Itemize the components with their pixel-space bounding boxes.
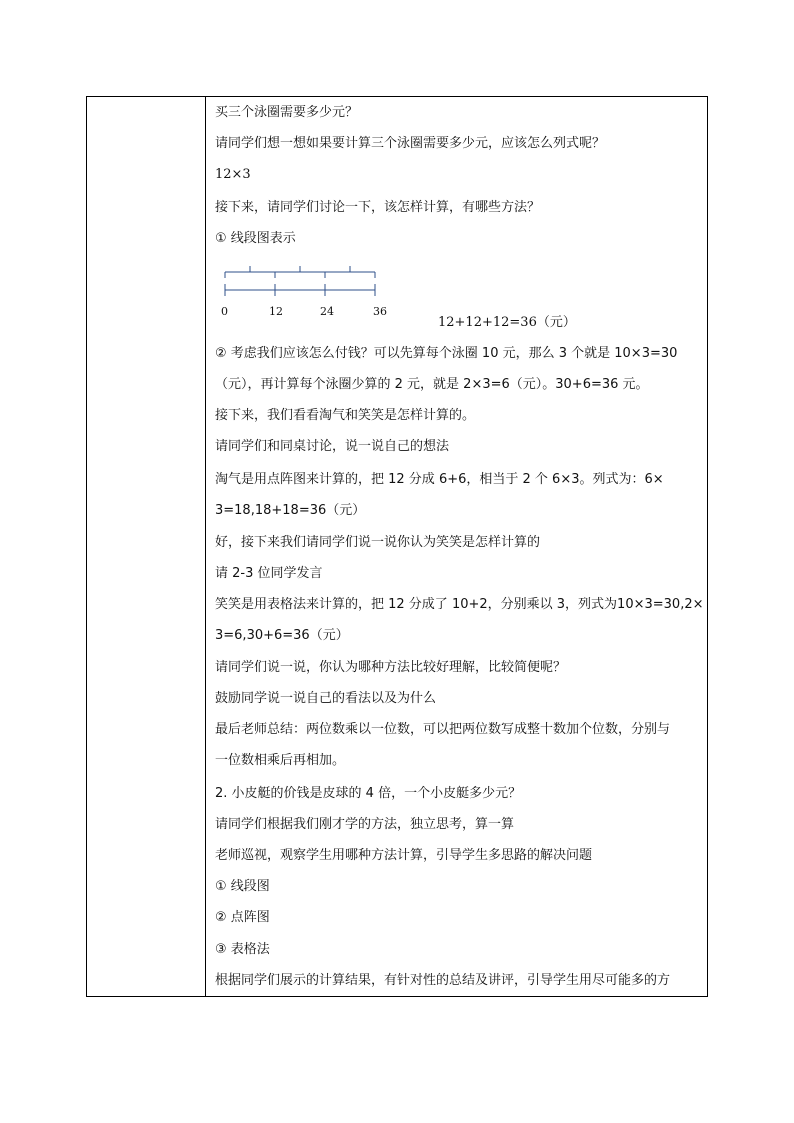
column-divider: [205, 97, 206, 996]
discussion-line: 接下来，请同学们讨论一下，该怎样计算，有哪些方法？: [215, 200, 541, 215]
tick-label-12: 12: [269, 305, 283, 318]
independent-work-line: 请同学们根据我们刚才学的方法，独立思考，算一算: [215, 817, 515, 832]
student-speak-line: 请 2-3 位同学发言: [215, 566, 323, 581]
xiaoxiao-prompt-line: 好，接下来我们请同学们说一说你认为笑笑是怎样计算的: [215, 535, 541, 550]
problem-2-line: 2. 小皮艇的价钱是皮球的 4 倍，一个小皮艇多少元？: [215, 786, 522, 801]
tick-label-0: 0: [221, 305, 228, 318]
summary-continued: 一位数相乘后再相加。: [215, 753, 346, 768]
tick-label-24: 24: [320, 305, 334, 318]
xiaoxiao-method-continued: 3=6,30+6=36（元）: [215, 628, 349, 643]
taoqi-method-continued: 3=18,18+18=36（元）: [215, 503, 366, 518]
question-line: 买三个泳圈需要多少元？: [215, 105, 359, 120]
option-line-diagram: ① 线段图: [215, 879, 270, 894]
method-2-line: ② 考虑我们应该怎么付钱？可以先算每个泳圈 10 元，那么 3 个就是 10×3=30: [215, 346, 678, 361]
transition-line: 接下来，我们看看淘气和笑笑是怎样计算的。: [215, 408, 476, 423]
option-dot-array: ② 点阵图: [215, 910, 270, 925]
summary-line: 最后老师总结：两位数乘以一位数，可以把两位数写成整十数加个位数，分别与: [215, 722, 671, 737]
method-2-continued: （元），再计算每个泳圈少算的 2 元，就是 2×3=6（元）。30+6=36 元。: [215, 377, 649, 392]
pair-discussion-line: 请同学们和同桌讨论，说一说自己的想法: [215, 439, 450, 454]
option-table-method: ③ 表格法: [215, 942, 270, 957]
method-1-line: ① 线段图表示: [215, 231, 296, 246]
tick-label-36: 36: [373, 305, 387, 318]
xiaoxiao-method-line: 笑笑是用表格法来计算的，把 12 分成了 10+2，分别乘以 3，列式为10×3=30,2×: [215, 597, 704, 612]
taoqi-method-line: 淘气是用点阵图来计算的，把 12 分成 6+6，相当于 2 个 6×3。列式为：6×: [215, 472, 664, 487]
prompt-line: 请同学们想一想如果要计算三个泳圈需要多少元，应该怎么列式呢？: [215, 136, 606, 151]
encourage-line: 鼓励同学说一说自己的看法以及为什么: [215, 691, 437, 706]
expression-line: 12×3: [215, 167, 251, 182]
line-segment-diagram: [216, 262, 396, 320]
closing-line: 根据同学们展示的计算结果，有针对性的总结及讲评，引导学生用尽可能多的方: [215, 973, 671, 988]
compare-methods-line: 请同学们说一说，你认为哪种方法比较好理解，比较简便呢？: [215, 660, 567, 675]
sum-equation: 12+12+12=36（元）: [438, 315, 576, 330]
teacher-observe-line: 老师巡视，观察学生用哪种方法计算，引导学生多思路的解决问题: [215, 848, 593, 863]
